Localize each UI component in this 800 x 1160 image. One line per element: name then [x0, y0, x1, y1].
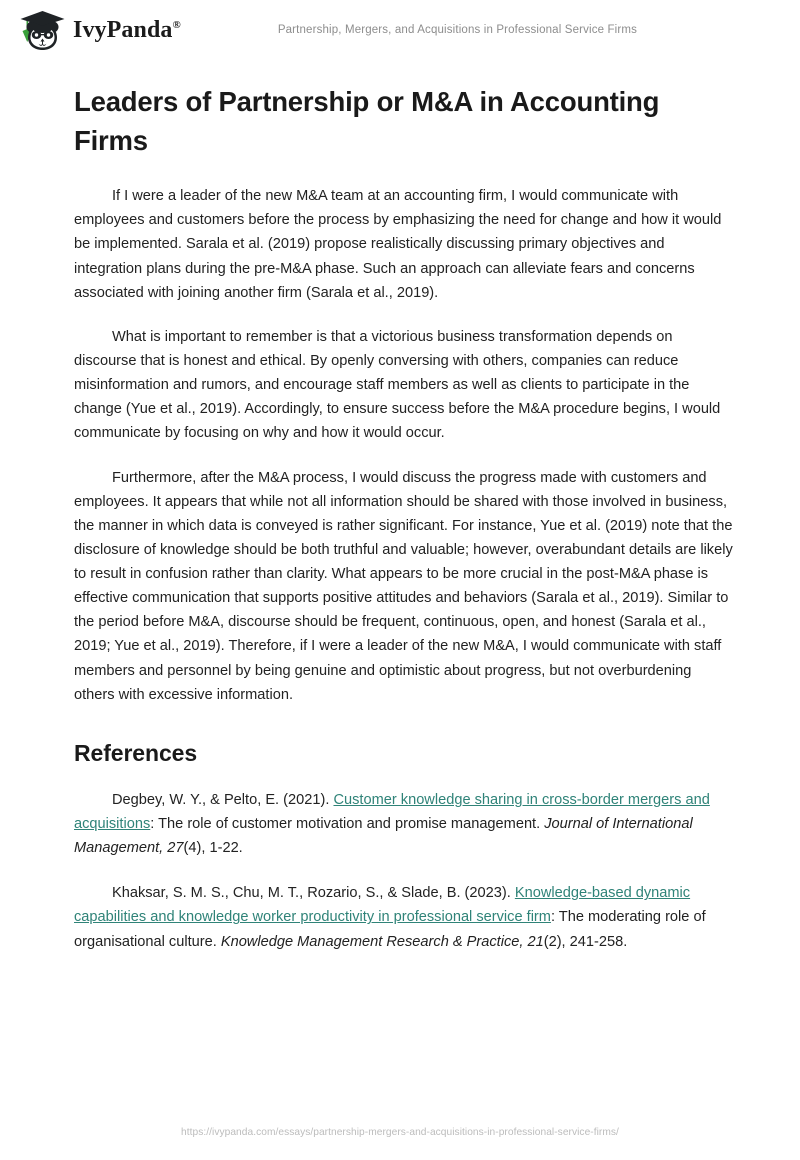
- reference-entry: [74, 881, 734, 953]
- running-header-title: Partnership, Mergers, and Acquisitions in Professional Service Firms: [277, 24, 637, 36]
- body-paragraph-1: If I were a leader of the new M&A team at an accounting firm, I would communicate with employees and customers before the process by emphasizing the need for change and how it would be implemented. Sarala et al. (2019) propose realistically discussing primary objectives and integration plans during the pre-M&A phase. Such an approach can alleviate fears and concerns associated with joining another firm (Sarala et al., 2019).: [74, 188, 722, 301]
- document-body: [0, 60, 800, 954]
- brand-logo-group[interactable]: [14, 9, 181, 51]
- reference-subtitle: : The role of customer motivation and promise management.: [150, 816, 545, 833]
- reference-title-link[interactable]: Knowledge-based dynamic capabilities and knowledge worker productivity in professional service firm: [74, 885, 691, 926]
- reference-journal: Journal of International Management, 27: [74, 816, 693, 857]
- body-paragraph-3: Furthermore, after the M&A process, I would discuss the progress made with customers and employees. It appears that while not all information should be shared with those involved in business, the manner in which data is conveyed is rather significant. For instance, Yue et al. (2019) note that the disclosure of knowledge should be both truthful and valuable; however, overabundant details are likely to result in confusion rather than clarity. What appears to be more crucial in the post-M&A phase is effective communication that supports positive attitudes and behaviors (Sarala et al., 2019). Similar to the period before M&A, discourse should be frequent, continuous, open, and honest (Sarala et al., 2019; Yue et al., 2019). Therefore, if I were a leader of the new M&A, I would communicate with staff members and personnel by being genuine and optimistic about progress, but not overburdening others with excessive information.: [74, 469, 733, 703]
- reference-entry: [74, 788, 734, 860]
- reference-subtitle: : The moderating role of organisational culture.: [74, 909, 706, 950]
- body-paragraph-2: What is important to remember is that a victorious business transformation depends on discourse that is honest and ethical. By openly conversing with others, companies can reduce misinformation and rumors, and encourage staff members as well as clients to participate in the change (Yue et al., 2019). Accordingly, to ensure success before the M&A procedure begins, I would communicate by focusing on why and how it would occur.: [74, 328, 721, 442]
- reference-title-link[interactable]: Customer knowledge sharing in cross-border mergers and acquisitions: [74, 791, 710, 833]
- brand-wordmark: [73, 17, 181, 44]
- reference-authors-year: Khaksar, S. M. S., Chu, M. T., Rozario, S., & Slade, B. (2023).: [112, 885, 515, 902]
- panda-graduation-cap-logo: [14, 9, 66, 51]
- reference-authors-year: Degbey, W. Y., & Pelto, E. (2021).: [112, 791, 334, 808]
- reference-pages: (2), 241-258.: [543, 933, 628, 950]
- page-title: Leaders of Partnership or M&A in Accounting Firms: [74, 86, 660, 157]
- page-footer: [0, 1127, 800, 1138]
- brand-name-text: IvyPanda: [73, 16, 173, 43]
- references-heading: References: [74, 739, 198, 766]
- footer-source-url[interactable]: https://ivypanda.com/essays/partnership-mergers-and-acquisitions-in-professional-service-firms/: [181, 1127, 619, 1138]
- registered-mark: ®: [172, 18, 181, 31]
- reference-pages: (4), 1-22.: [183, 840, 243, 857]
- page-header: [0, 0, 800, 60]
- reference-journal: Knowledge Management Research & Practice, 21: [220, 933, 544, 950]
